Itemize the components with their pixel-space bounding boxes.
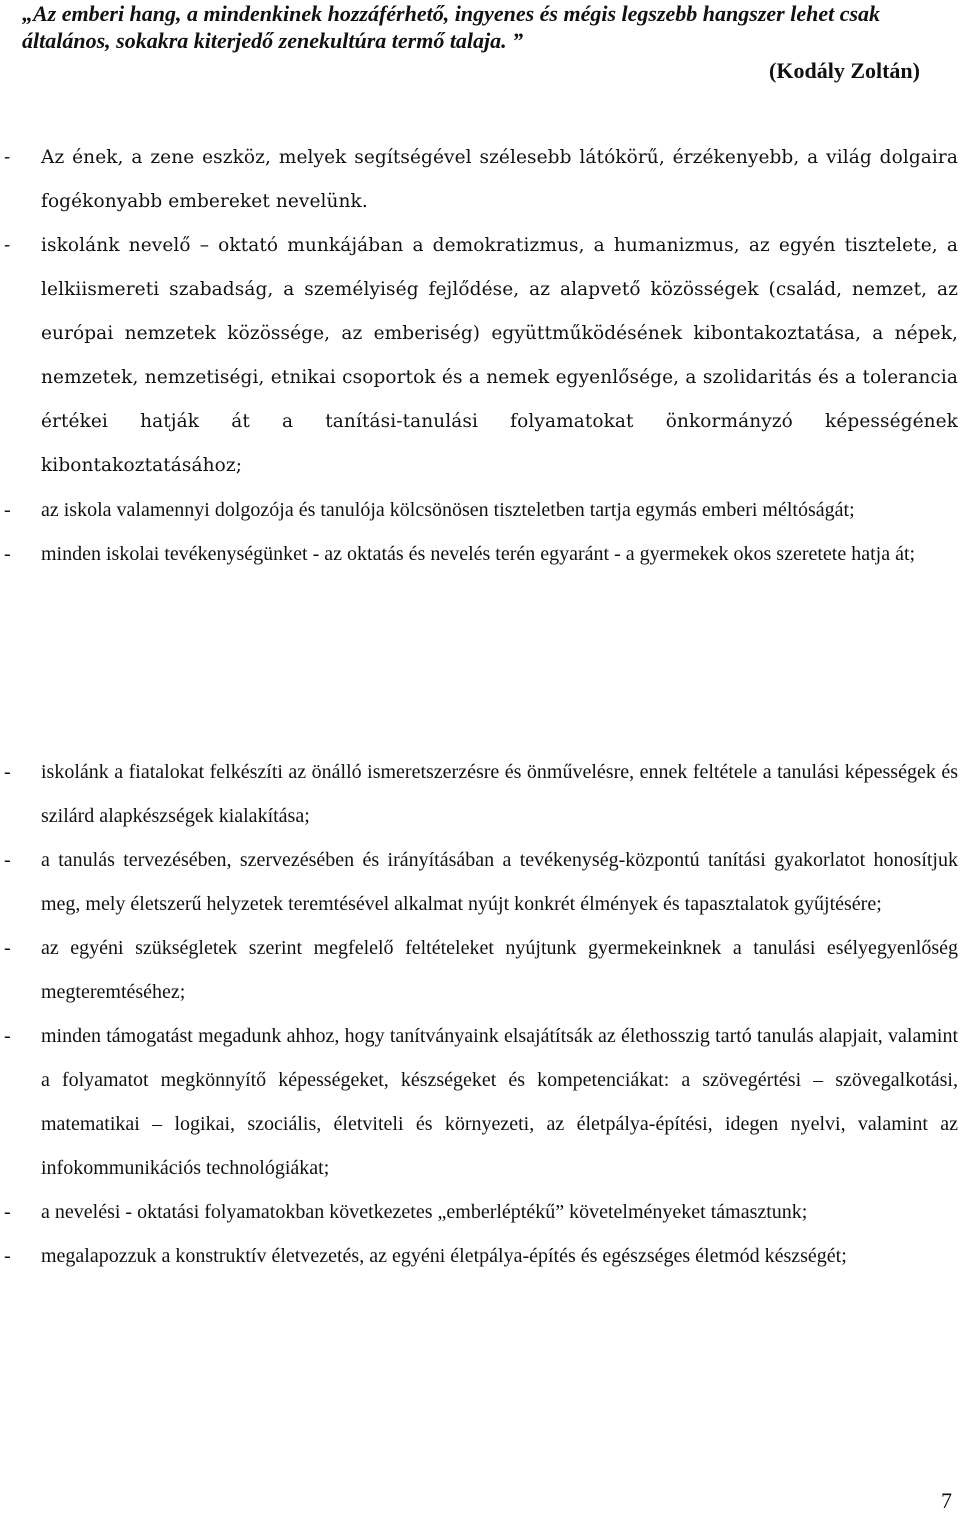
list-item-text: az iskola valamennyi dolgozója és tanulója kölcsönösen tiszteletben tartja egymás emberi méltóságát;: [41, 499, 855, 521]
list-item: [0, 1014, 960, 1190]
list-item-text: az egyéni szükségletek szerint megfelelő feltételeket nyújtunk gyermekeinknek a tanulási esélyegyenlőség megteremtéséhez;: [41, 937, 958, 1003]
dash-bullet: -: [4, 1201, 11, 1223]
motto-quote: „Az emberi hang, a mindenkinek hozzáférhető, ingyenes és mégis legszebb hangszer lehet csak általános, sokakra kiterjedő zenekultúra termő talaja. ”: [22, 1, 881, 53]
list-item-text: minden támogatást megadunk ahhoz, hogy tanítványaink elsajátítsák az élethosszig tartó tanulás alapjait, valamint a folyamatot megkönnyítő képességeket, készségeket és kompetenciákat: a szövegértési – szövegalkotási, matematikai – logikai, szociális, életviteli és környezeti, az életpálya-építési, idegen nyelvi, valamint az infokommunikációs technológiákat;: [41, 1025, 958, 1179]
dash-bullet: -: [4, 849, 11, 871]
list-item-text: iskolánk a fiatalokat felkészíti az önálló ismeretszerzésre és önművelésre, ennek feltétele a tanulási képességek és szilárd alapkészségek kialakítása;: [41, 761, 958, 827]
list-item-text: a tanulás tervezésében, szervezésében és irányításában a tevékenység-központú tanítási gyakorlatot honosítjuk meg, mely életszerű helyzetek teremtésével alkalmat nyújt konkrét élmények és tapasztalatok gyűjtésére;: [41, 849, 958, 915]
list-item-text: Az ének, a zene eszköz, melyek segítségével szélesebb látókörű, érzékenyebb, a világ dolgaira fogékonyabb embereket nevelünk.: [41, 147, 958, 212]
list-item: [0, 750, 960, 838]
list-item-text: iskolánk nevelő – oktató munkájában a demokratizmus, a humanizmus, az egyén tisztelete, a lelkiismereti szabadság, a személyiség fejlődése, az alapvető közösségek (család, nemzet, az európai nemzetek közössége, az emberiség) együttműködésének kibontakoztatása, a népek, nemzetek, nemzetiségi, etnikai csoportok és a nemek egyenlősége, a szolidaritás és a tolerancia értékei hatják át a tanítási-tanulási folyamatokat önkormányzó képességének kibontakoztatásához;: [41, 235, 958, 476]
dash-bullet: -: [4, 1025, 11, 1047]
principles-list-upper: [0, 136, 960, 576]
list-item: [0, 136, 960, 224]
list-item: [0, 224, 960, 488]
motto-author: (Kodály Zoltán): [769, 58, 920, 83]
dash-bullet: -: [4, 1245, 11, 1267]
dash-bullet: -: [4, 499, 11, 521]
list-item: [0, 838, 960, 926]
list-item: [0, 1190, 960, 1234]
dash-bullet: -: [4, 147, 11, 168]
list-item: [0, 1234, 960, 1278]
principles-list-lower: [0, 750, 960, 1278]
list-item: [0, 488, 960, 532]
dash-bullet: -: [4, 761, 11, 783]
list-item: [0, 926, 960, 1014]
list-item: [0, 532, 960, 576]
dash-bullet: -: [4, 937, 11, 959]
page-number: 7: [941, 1488, 952, 1513]
list-item-text: a nevelési - oktatási folyamatokban következetes „emberléptékű” követelményeket támasztunk;: [41, 1201, 808, 1223]
list-item-text: minden iskolai tevékenységünket - az oktatás és nevelés terén egyaránt - a gyermekek okos szeretete hatja át;: [41, 543, 916, 565]
dash-bullet: -: [4, 543, 11, 565]
dash-bullet: -: [4, 235, 11, 256]
list-item-text: megalapozzuk a konstruktív életvezetés, az egyéni életpálya-építés és egészséges életmód készségét;: [41, 1245, 847, 1267]
